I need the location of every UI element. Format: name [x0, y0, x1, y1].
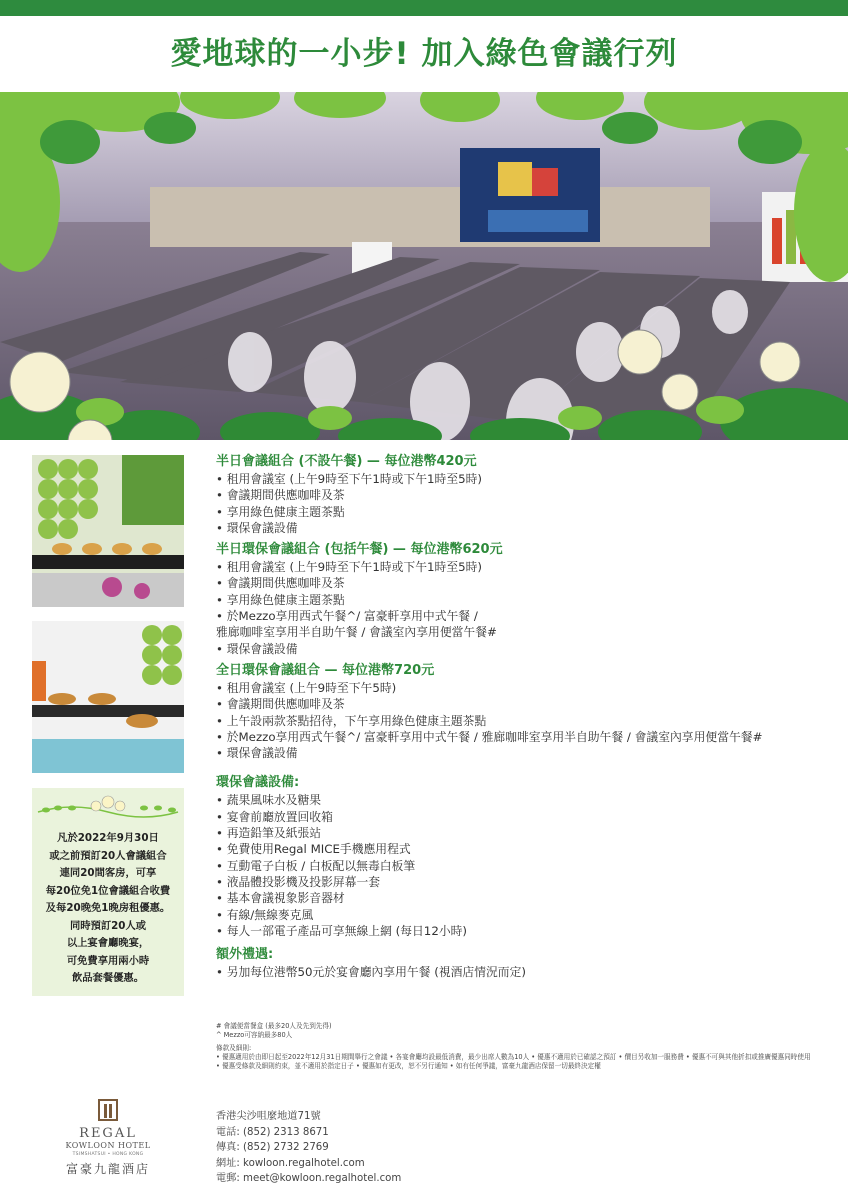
promo-line: 或之前預訂20人會議組合	[49, 849, 167, 862]
package-item: • 於Mezzo享用西式午餐^/ 富豪軒享用中式午餐 /	[216, 609, 478, 624]
package-item: • 上午設兩款茶點招待，下午享用綠色健康主題茶點	[216, 713, 487, 728]
terms-title: 條款及細則:	[216, 1044, 252, 1052]
promo-line: 飲品套餐優惠。	[71, 972, 145, 984]
package-item: • 租用會議室 (上午9時至下午1時或下午1時至5時)	[216, 472, 483, 486]
package-item: 雅廊咖啡室享用半自助午餐 / 會議室內享用便當午餐#	[216, 625, 497, 640]
promo-text	[32, 830, 184, 988]
package-item: • 會議期間供應咖啡及茶	[216, 576, 345, 591]
promo-line: 同時預訂20人或	[69, 919, 147, 932]
contact-address: 香港尖沙咀麼地道71號	[216, 1111, 321, 1122]
equipment-item: • 基本會議視象影音器材	[216, 891, 345, 906]
package-half-day-no-lunch	[216, 452, 826, 536]
promo-line: 每20位免1位會議組合收費	[45, 884, 171, 897]
equipment-item: • 蔬果風味水及糖果	[216, 793, 322, 808]
eco-equipment-section	[216, 773, 826, 939]
equipment-item: • 免費使用Regal MICE手機應用程式	[216, 842, 411, 857]
hero-conference-hall-photo	[0, 92, 848, 440]
equipment-item: • 液晶體投影機及投影屏幕一套	[216, 874, 381, 889]
logo-chinese-name: 富豪九龍酒店	[65, 1162, 150, 1176]
hotel-logo	[52, 1098, 164, 1178]
equipment-item: • 互動電子白板 / 白板配以無毒白板筆	[216, 858, 416, 873]
headline: 愛地球的一小步! 加入綠色會議行列	[170, 36, 678, 72]
footnotes	[216, 1022, 816, 1071]
package-list	[216, 452, 826, 980]
food-display-illustration-1	[32, 455, 184, 607]
privilege-item: • 另加每位港幣50元於宴會廳內享用午餐 (視酒店情況而定)	[216, 965, 527, 980]
vine-decoration-icon	[32, 794, 184, 822]
food-display-photo-2	[32, 621, 184, 773]
package-title: 半日會議組合 (不設午餐) — 每位港幣420元	[216, 454, 477, 469]
food-display-photo-1	[32, 455, 184, 607]
food-display-illustration-2	[32, 621, 184, 773]
promo-line: 連同20間客房，可享	[59, 867, 157, 879]
equipment-item: • 有線/無線麥克風	[216, 907, 314, 922]
logo-tagline: TSIMSHATSUI • HONG KONG	[72, 1152, 144, 1157]
contact-phone: 電話: (852) 2313 8671	[216, 1126, 329, 1138]
contact-info	[216, 1109, 616, 1187]
section-title: 額外禮遇:	[216, 947, 274, 963]
package-item: • 會議期間供應咖啡及茶	[216, 697, 345, 712]
section-title: 環保會議設備:	[216, 775, 300, 791]
package-item: • 租用會議室 (上午9時至下午1時或下午1時至5時)	[216, 560, 483, 575]
equipment-item: • 宴會前廳放置回收箱	[216, 809, 333, 824]
package-item: • 享用綠色健康主題茶點	[216, 592, 345, 607]
package-item: • 環保會議設備	[216, 746, 298, 761]
extra-privileges-section	[216, 945, 826, 980]
terms-body: • 優惠適用於由即日起至2022年12月31日期間舉行之會議 • 各宴會廳均設最低消費，最少出席人數為10人 • 優惠不適用於已確認之預訂 • 價目另收加一服務費 • 優惠不可與其他折扣或推廣優惠同時使用 • 優惠受條款及細則約束，並不適用於指定日子 • 優惠如有更改，恕不另行通知 • 如有任何爭議，富豪九龍酒店保留一切最終決定權	[216, 1053, 811, 1070]
contact-fax: 傳真: (852) 2732 2769	[216, 1142, 329, 1153]
promo-line: 及每20晚免1晚房租優惠。	[45, 902, 171, 914]
conference-hall-illustration	[0, 92, 848, 440]
package-item: • 於Mezzo享用西式午餐^/ 富豪軒享用中式午餐 / 雅廊咖啡室享用半自助午餐 / 會議室內享用便當午餐#	[216, 729, 763, 744]
promo-line: 凡於2022年9月30日	[57, 832, 159, 844]
package-title: 全日環保會議組合 — 每位港幣720元	[216, 662, 435, 678]
equipment-item: • 再造鉛筆及紙張站	[216, 826, 322, 841]
package-title: 半日環保會議組合 (包括午餐) — 每位港幣620元	[216, 542, 503, 558]
promo-line: 以上宴會廳晚宴，	[66, 937, 150, 949]
package-item: • 會議期間供應咖啡及茶	[216, 488, 345, 503]
equipment-item: • 每人一部電子產品可享無線上網 (每日12小時)	[216, 923, 468, 938]
package-half-day-with-lunch	[216, 540, 826, 657]
package-item: • 租用會議室 (上午9時至下午5時)	[216, 680, 397, 695]
package-full-day	[216, 661, 826, 761]
footnote-caret: ^ Mezzo可容納最多80人	[216, 1031, 293, 1039]
regal-crown-icon	[96, 1098, 120, 1122]
promo-line: 可免費享用兩小時	[66, 954, 150, 967]
logo-name: REGAL	[79, 1126, 137, 1141]
footnote-hash: # 會議便當餐盒 (最多20人及先到先得)	[216, 1022, 332, 1030]
package-item: • 環保會議設備	[216, 641, 298, 656]
promo-box	[32, 788, 184, 996]
logo-subtitle: KOWLOON HOTEL	[65, 1141, 151, 1150]
package-item: • 環保會議設備	[216, 520, 298, 535]
package-item: • 享用綠色健康主題茶點	[216, 504, 345, 519]
contact-email[interactable]: 電郵: meet@kowloon.regalhotel.com	[216, 1173, 402, 1184]
top-color-bar	[0, 0, 848, 16]
contact-website[interactable]: 網址: kowloon.regalhotel.com	[216, 1157, 365, 1169]
